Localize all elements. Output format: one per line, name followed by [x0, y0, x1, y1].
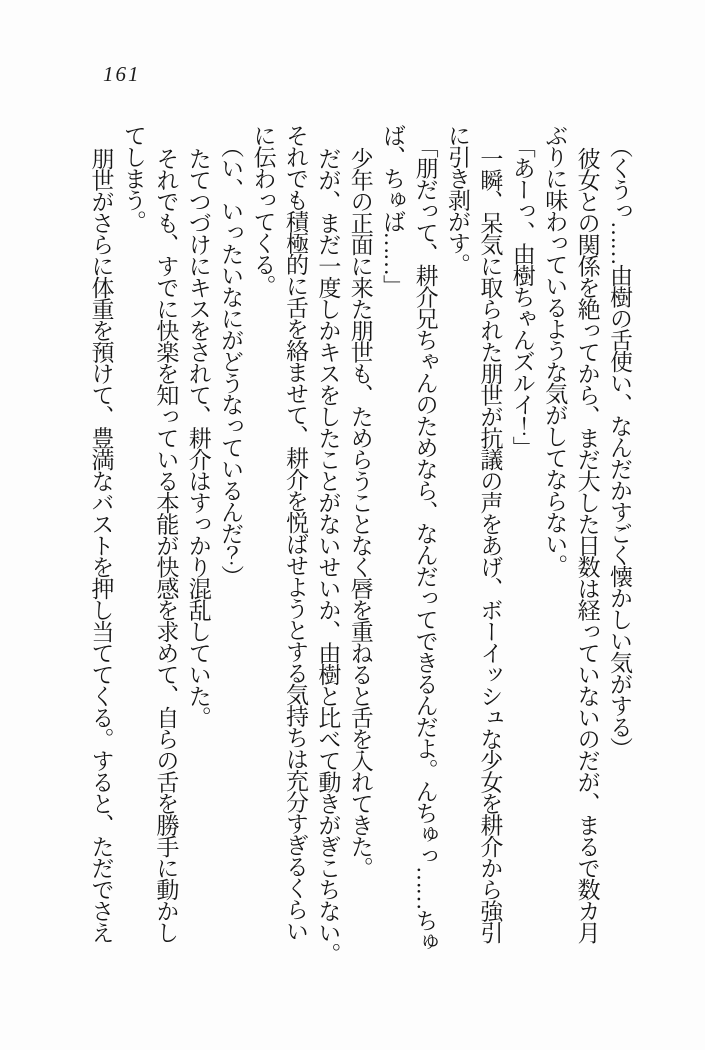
text-line: だが、まだ一度しかキスをしたことがないせいか、由樹と比べて動きがぎこちない。 — [315, 147, 341, 964]
text-line: たてつづけにキスをされて、耕介はすっかり混乱していた。 — [185, 147, 211, 728]
text-line: それでも、すでに快楽を知っている本能が快感を求めて、自らの舌を勝手に動かし — [153, 147, 179, 943]
text-line: に伝わってくる。 — [250, 124, 276, 296]
text-block — [83, 124, 635, 964]
text-line: 「朋だって、耕介兄ちゃんのためなら、なんだってできるんだよ。んちゅっ……ちゅ — [412, 135, 438, 952]
text-line: （い、いったいなにがどうなっているんだ？） — [218, 135, 244, 587]
text-line: に引き剥がす。 — [444, 124, 470, 275]
text-line: それでも積極的に舌を絡ませて、耕介を悦ばせようとする気持ちは充分すぎるくらい — [282, 124, 308, 941]
text-line: 少年の正面に来た朋世も、ためらうことなく唇を重ねると舌を入れてきた。 — [347, 147, 373, 878]
text-line: ば、ちゅば……」 — [380, 124, 406, 296]
text-line: 彼女との関係を絶ってから、まだ大した日数は経っていないのだが、まるで数カ月 — [574, 147, 600, 943]
text-line: 朋世がさらに体重を預けて、豊満なバストを押し当ててくる。すると、ただでさえ — [88, 147, 114, 943]
text-line: ぶりに味わっているような気がしてならない。 — [542, 124, 568, 576]
page-number: 161 — [103, 62, 141, 86]
text-line: （くうっ……由樹の舌使い、なんだかすごく懐かしい気がする） — [607, 135, 632, 759]
text-line: てしまう。 — [120, 124, 146, 232]
text-line: 一瞬、呆気に取られた朋世が抗議の声をあげ、ボーイッシュな少女を耕介から強引 — [477, 147, 503, 943]
text-line: 「あーっ、由樹ちゃんズルイ！」 — [509, 135, 535, 458]
